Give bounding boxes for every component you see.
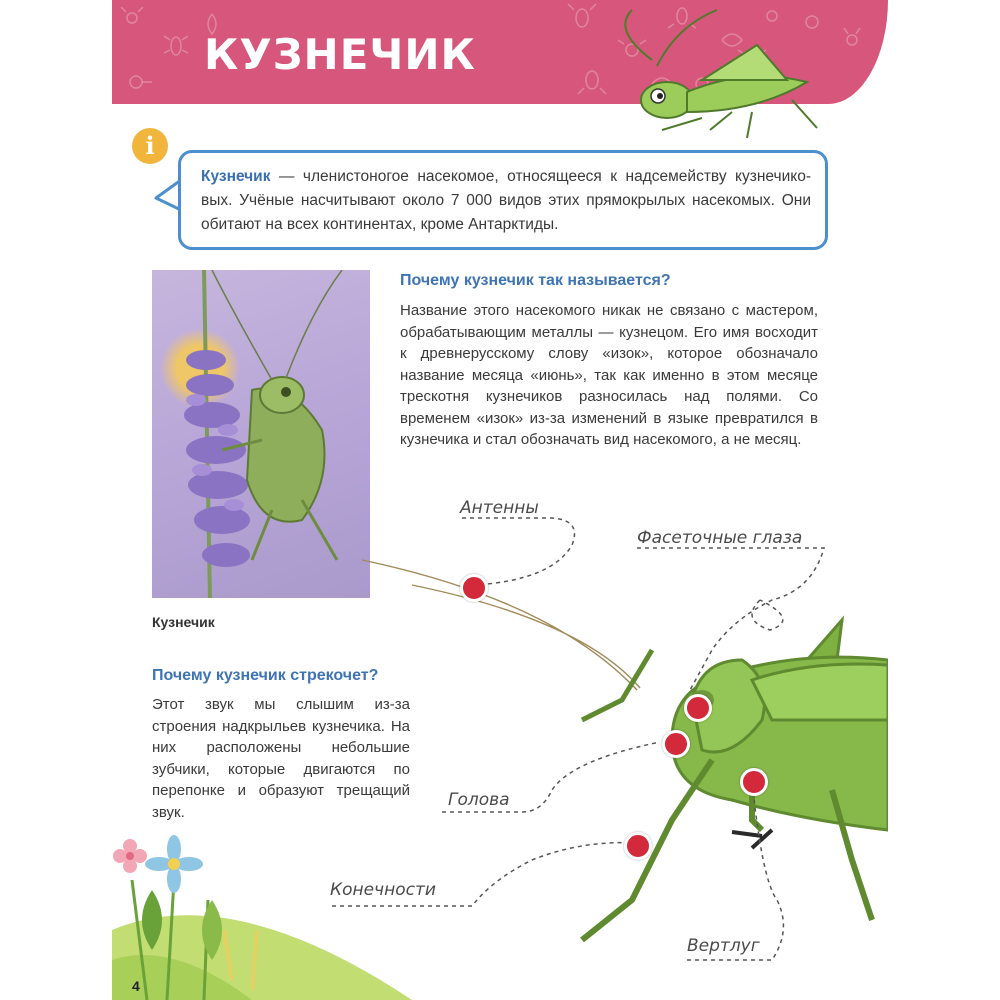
label-limbs: Конечности [330,880,436,900]
info-term: Кузнечик [201,168,271,185]
book-page [112,0,888,1000]
label-antennae: Антенны [460,498,539,518]
page-number: 4 [132,978,140,994]
label-trochanter: Вертлуг [687,936,760,956]
label-compound-eyes: Фасеточные глаза [637,528,803,548]
photo-caption: Кузнечик [152,614,215,630]
page-title: КУЗНЕЧИК [204,30,476,79]
label-head: Голова [448,790,510,810]
info-icon: i [132,128,168,164]
name-origin-text: Название этого насекомого никак не связано с мастером, обрабатывающим металлы — кузнецом. Его имя восходит к древнерусскому слову «изок», которое обозначало название месяца «июнь», так как именно в этом месяце трескотня кузнечиков разносилась над полями. Со временем «изок» из-за изменений в языке превратился в кузнечика и стал обозначать вид насекомого, а не месяц. [400,302,818,448]
flowers-decoration [112,0,888,1000]
chirp-text: Этот звук мы слышим из-за строения надкрыльев кузнечика. На них расположены небольшие зубчики, которые двигаются по перепонке и образуют трещащий звук. [152,696,410,821]
info-definition: — членистоногое насекомое, относящееся к надсемейству кузнечико-вых. Учёные насчитывают около 7 000 видов этих прямокрылых насекомых. Они обитают на всех континентах, кроме Антарктиды. [201,168,811,233]
chirp-heading: Почему кузнечик стрекочет? [152,667,379,684]
name-origin-heading: Почему кузнечик так называется? [400,272,671,289]
